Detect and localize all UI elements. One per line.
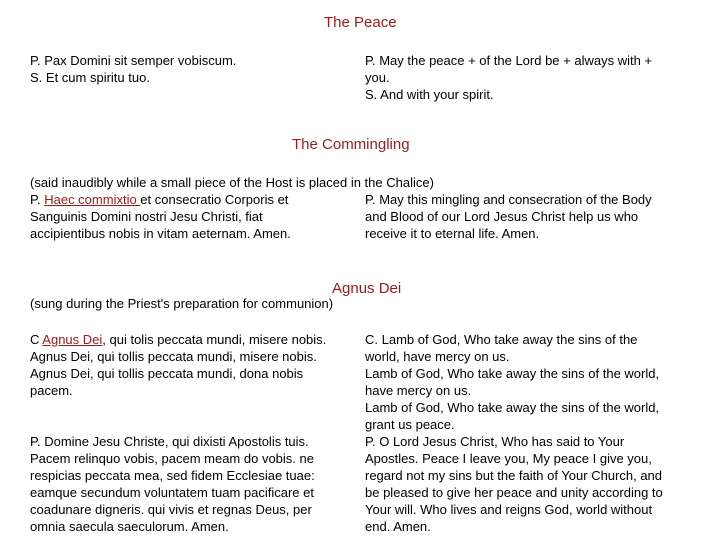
text-line: P. May this mingling and consecration of the Body: [365, 192, 652, 207]
latin-highlight: Agnus Dei: [42, 332, 103, 347]
text-line: Agnus Dei, qui tollis peccata mundi, misere nobis.: [30, 349, 317, 364]
text-line: you.: [365, 70, 390, 85]
speaker-label: C: [30, 332, 43, 347]
commingling-latin: [30, 191, 291, 242]
peace-title: The Peace: [324, 14, 397, 31]
agnus-note: (sung during the Priest's preparation for communion): [30, 296, 334, 311]
text-line: have mercy on us.: [365, 383, 472, 398]
text-line: Sanguinis Domini nostri Jesu Christi, fiat: [30, 209, 263, 224]
text-line: respicias peccata mea, sed fidem Ecclesiae tuae:: [30, 468, 315, 483]
text-line: Agnus Dei, qui tollis peccata mundi, dona nobis: [30, 366, 304, 381]
agnus-title: Agnus Dei: [332, 280, 402, 297]
text-line: regard not my sins but the faith of Your Church, and: [365, 468, 663, 483]
commingling-note: (said inaudibly while a small piece of the Host is placed in the Chalice): [30, 175, 434, 190]
text-line: C. Lamb of God, Who take away the sins of the: [365, 332, 638, 347]
text-line: Lamb of God, Who take away the sins of the world,: [365, 366, 660, 381]
text-line: P. May the peace + of the Lord be + always with +: [365, 53, 653, 68]
text-line: [30, 331, 326, 348]
prayer-latin: [30, 433, 315, 535]
agnus-latin: [30, 331, 326, 399]
peace-latin: [30, 52, 236, 86]
text-line: omnia saecula saeculorum. Amen.: [30, 519, 229, 534]
text-line: eamque secundum voluntatem tuam pacificare et: [30, 485, 314, 500]
commingling-title: The Commingling: [292, 136, 410, 153]
speaker-label: P.: [30, 192, 45, 207]
text-line: receive it to eternal life. Amen.: [365, 226, 540, 241]
text-line: world, have mercy on us.: [365, 349, 510, 364]
text-line: Apostles. Peace I leave you, My peace I give you,: [365, 451, 652, 466]
text-line: accipientibus nobis in vitam aeternam. Amen.: [30, 226, 291, 241]
text-segment: et consecratio Corporis et: [140, 192, 289, 207]
text-line: [30, 191, 291, 208]
text-line: P. Domine Jesu Christe, qui dixisti Apostolis tuis.: [30, 434, 309, 449]
text-line: Lamb of God, Who take away the sins of the world,: [365, 400, 660, 415]
text-line: pacem.: [30, 383, 73, 398]
text-line: Your will. Who lives and reigns God, world without: [365, 502, 653, 517]
text-line: S. Et cum spiritu tuo.: [30, 70, 150, 85]
text-line: be pleased to give her peace and unity according to: [365, 485, 663, 500]
text-line: grant us peace.: [365, 417, 455, 432]
text-line: coadunare digneris. qui vivis et regnas Deus, per: [30, 502, 312, 517]
text-line: Pacem relinquo vobis, pacem meam do vobis. ne: [30, 451, 314, 466]
text-line: end. Amen.: [365, 519, 431, 534]
text-line: P. Pax Domini sit semper vobiscum.: [30, 53, 237, 68]
agnus-english: [365, 331, 659, 433]
text-segment: , qui tolis peccata mundi, misere nobis.: [102, 332, 327, 347]
commingling-english: [365, 191, 652, 242]
text-line: and Blood of our Lord Jesus Christ help us who: [365, 209, 639, 224]
latin-highlight: Haec commixtio: [44, 192, 141, 207]
prayer-english: [365, 433, 663, 535]
text-line: P. O Lord Jesus Christ, Who has said to Your: [365, 434, 625, 449]
peace-english: [365, 52, 652, 103]
text-line: S. And with your spirit.: [365, 87, 494, 102]
